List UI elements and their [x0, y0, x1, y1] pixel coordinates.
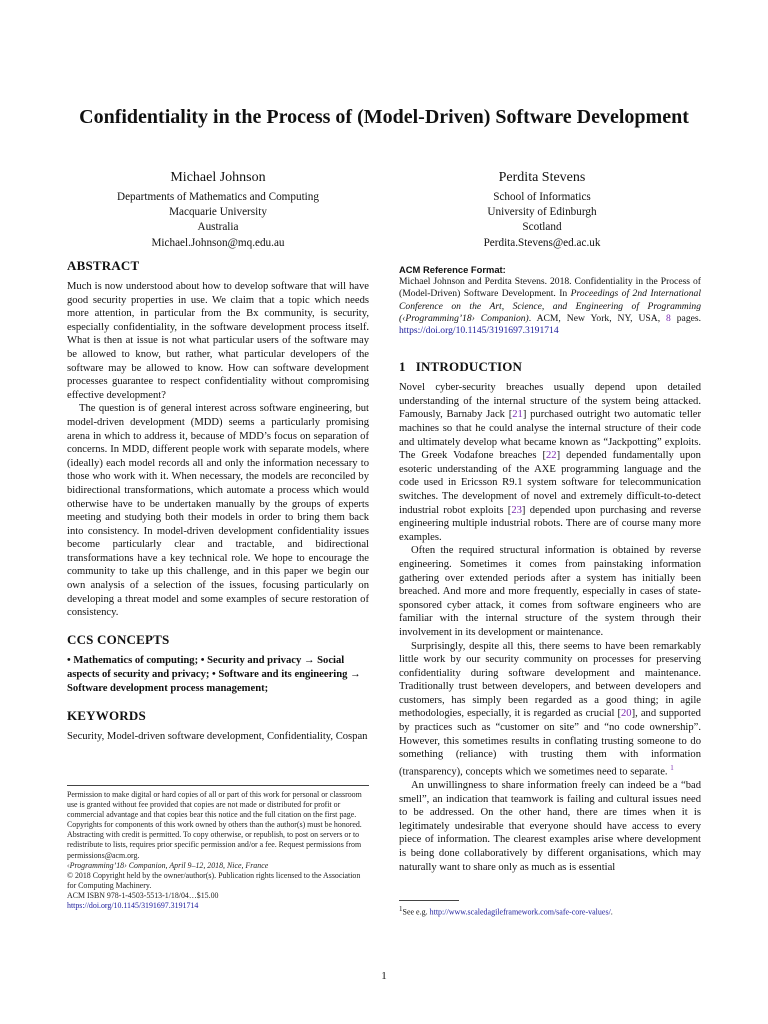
ccs-concepts-text: • Mathematics of computing; • Security and privacy → Social aspects of security and privacy; • Software and its engineering → Software development process management; — [67, 654, 361, 694]
footnote-number: 1 — [399, 905, 403, 913]
author-country: Australia — [197, 221, 239, 234]
paper-title: Confidentiality in the Process of (Model-Driven) Software Development — [79, 106, 689, 128]
intro-text: Surprisingly, despite all this, there seems to have been remarkably little work by our security community on processes for preserving confidentiality during software development and maintenance. Traditionally trust between developers, and between developers and customers, has simply been regarded as a good thing; in agile methodologies, especially, it is regarded as crucial [ — [399, 640, 701, 720]
author-email: Perdita.Stevens@ed.ac.uk — [483, 236, 601, 249]
right-column — [399, 258, 701, 874]
abstract-section — [67, 258, 369, 620]
citation-link[interactable]: 20 — [621, 708, 632, 720]
keywords-heading: KEYWORDS — [67, 707, 146, 723]
page-count-link[interactable]: 8 — [666, 312, 671, 324]
section-number: 1 — [399, 359, 406, 375]
citation-link[interactable]: 22 — [546, 450, 557, 462]
isbn-line: ACM ISBN 978-1-4503-5513-1/18/04…$15.00 — [67, 890, 219, 900]
author-block-johnson — [68, 168, 368, 251]
citation-link[interactable]: 21 — [512, 409, 523, 421]
citation-link[interactable]: 23 — [511, 504, 522, 516]
intro-paragraph-2: Often the required structural information is obtained by reverse engineering. Sometimes it comes from painstaking information gathering over extended periods after a system has initially been breached. And more and more frequently, especially in cases of state-sponsored cyber attack, it comes from software engineers who are familiar with the internal structure of the system through their involvement in its development or maintenance. — [399, 545, 701, 638]
author-institution: Macquarie University — [169, 206, 267, 219]
author-affiliation: School of Informatics — [493, 191, 591, 203]
intro-text: ], and supported by practices such as “customer on site” and “no code ownership”. However, this sometimes results in conflating trusting someone to do something (reliance) with trusting them with information (transparency), concepts which we sometimes need to separate. — [399, 708, 701, 778]
footnote-text: See e.g. — [402, 907, 430, 917]
acm-reference-doi-link[interactable]: https://doi.org/10.1145/3191697.3191714 — [399, 325, 559, 337]
footnote — [399, 904, 701, 918]
acm-reference-text — [399, 276, 701, 337]
footnote-url-link[interactable]: http://www.scaledagileframework.com/safe-core-values/ — [429, 907, 611, 917]
footnote-period: . — [610, 907, 613, 917]
introduction-heading — [399, 359, 701, 375]
acm-reference-lead: Michael Johnson and Perdita Stevens. 2018. Confidentiality in the Process of (Model-Driven) Software Development. In — [399, 276, 701, 300]
author-affiliation: Departments of Mathematics and Computing — [117, 191, 319, 203]
ccs-section — [67, 632, 369, 696]
permission-notice: Permission to make digital or hard copies of all or part of this work for personal or classroom use is granted without fee provided that copies are not made or distributed for profit or commercial advantage and that copies bear this notice and the full citation on the first page. Copyrights for components of this work owned by others than the author(s) must be honored. Abstracting with credit is permitted. To copy otherwise, or republish, to post on servers or to redistribute to lists, requires prior specific permission and/or a fee. Request permissions from permissions@acm.org. — [67, 790, 362, 860]
keywords-section — [67, 708, 369, 744]
page-number: 1 — [381, 970, 387, 982]
intro-text: ] depended upon purchasing and reverse engineering multiple industrial robots. There are of course many more examples. — [399, 504, 701, 543]
acm-reference-publisher: . ACM, New York, NY, USA, — [528, 312, 667, 324]
doi-link[interactable]: https://doi.org/10.1145/3191697.3191714 — [67, 901, 199, 911]
conference-venue: ‹Programming’18› Companion, April 9–12, 2018, Nice, France — [67, 860, 269, 870]
author-block-stevens — [392, 168, 692, 251]
abstract-paragraph-2: The question is of general interest across software engineering, but model-driven development (MDD) seems a particularly promising arena in which to address it, because of MDD’s focus on separation of concerns. In MDD, different people work with separate models, where (ideally) each model records all and only the information necessary to those who work with it. When necessary, the models are reconciled by bidirectional transformations, which automate a process which would otherwise have to be undertaken manually by the groups of experts meeting and studying both their models in order to bring them back into consistency. In model-driven development confidentiality issues become particularly clear and tractable, and bidirectional transformations have a key technical role. We hope to encourage the community to take up this challenge, and in this paper we begin our own analysis of a selection of the issues, focusing particularly on developing a threat model and some examples of secure restoration of consistency. — [67, 403, 369, 619]
footnote-marker[interactable]: 1 — [670, 763, 674, 772]
copyright-block — [67, 785, 369, 911]
intro-text: Novel cyber-security breaches usually depend upon detailed understanding of the internal structure of the system being attacked. Famously, Barnaby Jack [ — [399, 382, 701, 421]
introduction-section — [399, 359, 701, 874]
footnote-divider — [399, 900, 459, 901]
intro-paragraph-3 — [399, 640, 701, 779]
abstract-heading: ABSTRACT — [67, 258, 140, 273]
abstract-paragraph-1: Much is now understood about how to develop software that will have good security properties in use. We claim that a topic which needs more attention, in particular from the Bx community, is security, especially confidentiality, in the software development process itself. What is then at issue is not what particular users of the software may be allowed to know, but rather, what particular developers of the software may be allowed to know. How can software development processes guarantee to respect confidentiality without compromising effective development? — [67, 281, 369, 401]
left-column — [67, 258, 369, 755]
author-name: Michael Johnson — [170, 170, 266, 185]
intro-paragraph-4: An unwillingness to share information freely can indeed be a “bad smell”, an indication that teamwork is failing and cultural issues need to be addressed. On the other hand, there are times when it is legitimately undesirable that everyone should have access to every piece of information. The clearest examples arise where development is being done collaboratively by different organisations, which may naturally want to share only as much as is essential — [399, 779, 701, 873]
author-country: Scotland — [522, 221, 562, 234]
author-name: Perdita Stevens — [498, 170, 586, 185]
ccs-heading: CCS CONCEPTS — [67, 631, 170, 647]
author-email: Michael.Johnson@mq.edu.au — [151, 236, 285, 249]
intro-paragraph-1 — [399, 381, 701, 544]
intro-text: ] purchased outright two automatic teller machines so that he could analyse the internal structure of their code and ultimately develop what became known as “Jackpotting” exploits. The Greek Vodafone breaches [ — [399, 409, 701, 462]
acm-reference-label: ACM Reference Format: — [399, 264, 506, 275]
author-institution: University of Edinburgh — [487, 206, 597, 219]
acm-reference-format — [399, 264, 701, 337]
copyright-line: © 2018 Copyright held by the owner/author(s). Publication rights licensed to the Association for Computing Machinery. — [67, 870, 361, 890]
proceedings-title: Proceedings of 2nd International Conference on the Art, Science, and Engineering of Programming (‹Programming’18› Companion) — [399, 288, 701, 324]
keywords-text: Security, Model-driven software development, Confidentiality, Cospan — [67, 730, 368, 742]
section-title: INTRODUCTION — [415, 359, 523, 375]
pages-word: pages. — [670, 312, 702, 324]
intro-text: ] depended fundamentally upon esoteric understanding of the AXE programming language and the code used in Ericsson R9.1 system software for telecommunication switches. The development of novel and extremely difficult-to-detect industrial robot exploits [ — [399, 450, 701, 516]
